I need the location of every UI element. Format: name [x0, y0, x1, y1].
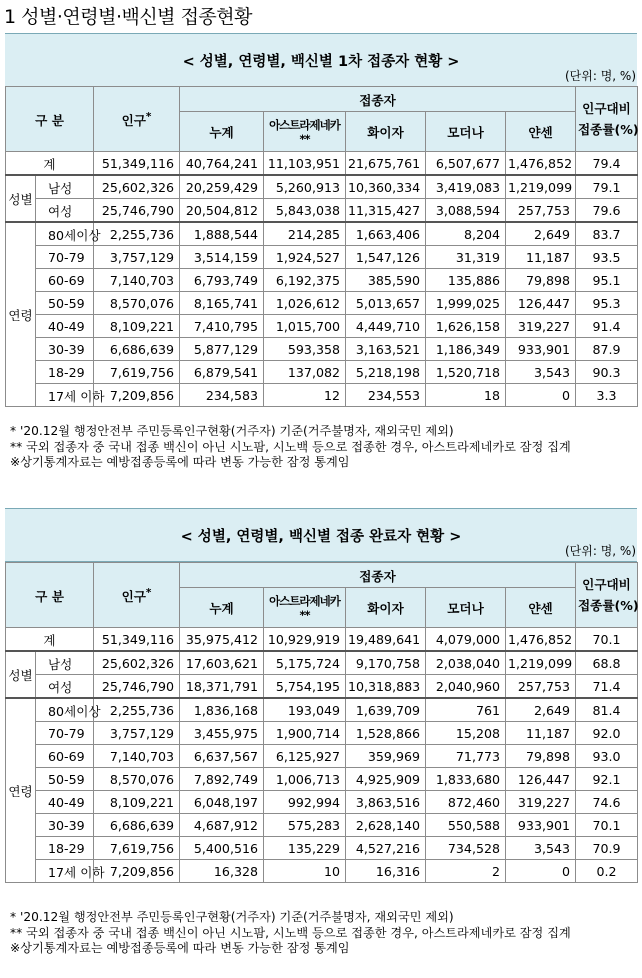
header-cumulative: 누계 — [180, 588, 264, 628]
pfizer-cell: 3,163,521 — [346, 338, 426, 361]
cumulative-cell: 5,400,516 — [180, 837, 264, 860]
rate-cell: 70.1 — [576, 814, 638, 837]
row-label-female: 여성 — [36, 675, 94, 699]
row-label-total: 계 — [6, 628, 94, 652]
astrazeneca-cell: 137,082 — [264, 361, 346, 384]
table-row — [6, 860, 638, 883]
janssen-cell: 2,649 — [506, 698, 576, 722]
row-label-a17: 17세 이하 — [36, 860, 94, 883]
cumulative-cell: 40,764,241 — [180, 152, 264, 176]
table-row — [6, 722, 638, 745]
janssen-cell: 11,187 — [506, 722, 576, 745]
cumulative-cell: 20,504,812 — [180, 199, 264, 223]
population-cell: 7,619,756 — [94, 361, 180, 384]
pfizer-cell: 19,489,641 — [346, 628, 426, 652]
header-category: 구 분 — [6, 563, 94, 628]
header-rate: 인구대비 접종률(%) — [576, 563, 638, 628]
rate-cell: 93.5 — [576, 246, 638, 269]
note-population: * '20.12월 행정안전부 주민등록인구현황(거주자) 기준(거주불명자, 재외국민 제외) — [10, 424, 454, 438]
rate-cell: 95.3 — [576, 292, 638, 315]
astrazeneca-cell: 10,929,919 — [264, 628, 346, 652]
pfizer-cell: 1,663,406 — [346, 222, 426, 246]
moderna-cell: 3,419,083 — [426, 175, 506, 199]
population-cell: 25,602,326 — [94, 651, 180, 675]
population-cell: 7,140,703 — [94, 269, 180, 292]
row-label-a60: 60-69 — [36, 269, 94, 292]
cumulative-cell: 8,165,741 — [180, 292, 264, 315]
row-label-a17: 17세 이하 — [36, 384, 94, 407]
row-label-a80: 80세이상 — [36, 698, 94, 722]
row-label-female: 여성 — [36, 199, 94, 223]
rate-cell: 0.2 — [576, 860, 638, 883]
astrazeneca-cell: 135,229 — [264, 837, 346, 860]
moderna-cell: 31,319 — [426, 246, 506, 269]
moderna-cell: 550,588 — [426, 814, 506, 837]
janssen-cell: 1,219,099 — [506, 175, 576, 199]
pfizer-cell: 4,449,710 — [346, 315, 426, 338]
pfizer-cell: 2,628,140 — [346, 814, 426, 837]
moderna-cell: 2 — [426, 860, 506, 883]
janssen-cell: 0 — [506, 860, 576, 883]
astrazeneca-cell: 5,175,724 — [264, 651, 346, 675]
header-cumulative: 누계 — [180, 112, 264, 152]
header-astrazeneca: 아스트라제네카 ** — [264, 588, 346, 628]
pfizer-cell: 9,170,758 — [346, 651, 426, 675]
population-cell: 8,109,221 — [94, 315, 180, 338]
pfizer-cell: 385,590 — [346, 269, 426, 292]
header-pfizer: 화이자 — [346, 112, 426, 152]
population-cell: 2,255,736 — [94, 222, 180, 246]
rate-cell: 79.4 — [576, 152, 638, 176]
cumulative-cell: 35,975,412 — [180, 628, 264, 652]
astrazeneca-cell: 1,026,612 — [264, 292, 346, 315]
pfizer-cell: 1,639,709 — [346, 698, 426, 722]
row-label-male: 남성 — [36, 175, 94, 199]
astrazeneca-cell: 593,358 — [264, 338, 346, 361]
row-label-male: 남성 — [36, 651, 94, 675]
note-overseas: ** 국외 접종자 중 국내 접종 백신이 아닌 시노팜, 시노백 등으로 접종한 경우, 아스트라제네카로 잠정 집계 — [10, 925, 571, 940]
pfizer-cell: 10,360,334 — [346, 175, 426, 199]
moderna-cell: 15,208 — [426, 722, 506, 745]
pfizer-cell: 10,318,883 — [346, 675, 426, 699]
rate-cell: 74.6 — [576, 791, 638, 814]
header-population: 인구* — [94, 87, 180, 152]
population-cell: 8,570,076 — [94, 292, 180, 315]
janssen-cell: 933,901 — [506, 338, 576, 361]
header-moderna: 모더나 — [426, 588, 506, 628]
note-overseas: ** 국외 접종자 중 국내 접종 백신이 아닌 시노팜, 시노백 등으로 접종한 경우, 아스트라제네카로 잠정 집계 — [10, 439, 571, 454]
row-label-a80: 80세이상 — [36, 222, 94, 246]
table-row — [6, 338, 638, 361]
astrazeneca-cell: 992,994 — [264, 791, 346, 814]
header-vaccinated: 접종자 — [180, 563, 576, 588]
first-dose-unit: (단위: 명, %) — [564, 69, 636, 83]
table-row — [6, 175, 638, 199]
pfizer-cell: 1,547,126 — [346, 246, 426, 269]
rate-cell: 87.9 — [576, 338, 638, 361]
janssen-cell: 0 — [506, 384, 576, 407]
table-row — [6, 628, 638, 652]
rate-cell: 95.1 — [576, 269, 638, 292]
cumulative-cell: 1,888,544 — [180, 222, 264, 246]
cumulative-cell: 6,048,197 — [180, 791, 264, 814]
janssen-cell: 2,649 — [506, 222, 576, 246]
group-label-age: 연령 — [6, 698, 36, 883]
moderna-cell: 2,040,960 — [426, 675, 506, 699]
moderna-cell: 2,038,040 — [426, 651, 506, 675]
table-row — [6, 837, 638, 860]
janssen-cell: 79,898 — [506, 269, 576, 292]
cumulative-cell: 3,455,975 — [180, 722, 264, 745]
row-label-a30: 30-39 — [36, 814, 94, 837]
population-cell: 25,746,790 — [94, 675, 180, 699]
astrazeneca-cell: 214,285 — [264, 222, 346, 246]
first-dose-notes — [10, 424, 635, 471]
row-label-a50: 50-59 — [36, 292, 94, 315]
table-row — [6, 768, 638, 791]
moderna-cell: 6,507,677 — [426, 152, 506, 176]
pfizer-cell: 16,316 — [346, 860, 426, 883]
rate-cell: 90.3 — [576, 361, 638, 384]
row-label-a70: 70-79 — [36, 246, 94, 269]
janssen-cell: 1,476,852 — [506, 152, 576, 176]
row-label-a50: 50-59 — [36, 768, 94, 791]
rate-cell: 91.4 — [576, 315, 638, 338]
rate-cell: 71.4 — [576, 675, 638, 699]
cumulative-cell: 17,603,621 — [180, 651, 264, 675]
row-label-a18: 18-29 — [36, 361, 94, 384]
pfizer-cell: 3,863,516 — [346, 791, 426, 814]
row-label-a40: 40-49 — [36, 315, 94, 338]
janssen-cell: 1,476,852 — [506, 628, 576, 652]
janssen-cell: 1,219,099 — [506, 651, 576, 675]
header-moderna: 모더나 — [426, 112, 506, 152]
astrazeneca-cell: 5,843,038 — [264, 199, 346, 223]
population-cell: 2,255,736 — [94, 698, 180, 722]
rate-cell: 70.1 — [576, 628, 638, 652]
rate-cell: 92.0 — [576, 722, 638, 745]
pfizer-cell: 21,675,761 — [346, 152, 426, 176]
note-provisional: ※상기통계자료는 예방접종등록에 따라 변동 가능한 잠정 통계임 — [10, 941, 350, 955]
moderna-cell: 8,204 — [426, 222, 506, 246]
header-category: 구 분 — [6, 87, 94, 152]
table-row — [6, 246, 638, 269]
pfizer-cell: 4,527,216 — [346, 837, 426, 860]
row-label-total: 계 — [6, 152, 94, 176]
rate-cell: 79.1 — [576, 175, 638, 199]
janssen-cell: 126,447 — [506, 768, 576, 791]
moderna-cell: 872,460 — [426, 791, 506, 814]
astrazeneca-cell: 1,015,700 — [264, 315, 346, 338]
janssen-cell: 933,901 — [506, 814, 576, 837]
rate-cell: 68.8 — [576, 651, 638, 675]
population-cell: 3,757,129 — [94, 246, 180, 269]
cumulative-cell: 234,583 — [180, 384, 264, 407]
moderna-cell: 18 — [426, 384, 506, 407]
population-cell: 7,209,856 — [94, 384, 180, 407]
table-row — [6, 152, 638, 176]
group-label-age: 연령 — [6, 222, 36, 407]
astrazeneca-cell: 5,260,913 — [264, 175, 346, 199]
complete-dose-title: < 성별, 연령별, 백신별 접종 완료자 현황 > — [5, 508, 637, 562]
population-cell: 8,109,221 — [94, 791, 180, 814]
header-astrazeneca: 아스트라제네카 ** — [264, 112, 346, 152]
moderna-cell: 1,186,349 — [426, 338, 506, 361]
janssen-cell: 257,753 — [506, 199, 576, 223]
rate-cell: 70.9 — [576, 837, 638, 860]
rate-cell: 92.1 — [576, 768, 638, 791]
population-cell: 7,619,756 — [94, 837, 180, 860]
cumulative-cell: 18,371,791 — [180, 675, 264, 699]
astrazeneca-cell: 5,754,195 — [264, 675, 346, 699]
table-row — [6, 791, 638, 814]
moderna-cell: 135,886 — [426, 269, 506, 292]
table-row — [6, 199, 638, 223]
moderna-cell: 1,626,158 — [426, 315, 506, 338]
moderna-cell: 71,773 — [426, 745, 506, 768]
population-cell: 3,757,129 — [94, 722, 180, 745]
header-pfizer: 화이자 — [346, 588, 426, 628]
janssen-cell: 79,898 — [506, 745, 576, 768]
header-vaccinated: 접종자 — [180, 87, 576, 112]
note-provisional: ※상기통계자료는 예방접종등록에 따라 변동 가능한 잠정 통계임 — [10, 455, 350, 469]
cumulative-cell: 4,687,912 — [180, 814, 264, 837]
pfizer-cell: 4,925,909 — [346, 768, 426, 791]
cumulative-cell: 6,637,567 — [180, 745, 264, 768]
population-cell: 7,209,856 — [94, 860, 180, 883]
population-cell: 6,686,639 — [94, 338, 180, 361]
population-cell: 25,746,790 — [94, 199, 180, 223]
moderna-cell: 1,833,680 — [426, 768, 506, 791]
first-dose-title: < 성별, 연령별, 백신별 1차 접종자 현황 > — [5, 33, 637, 87]
astrazeneca-cell: 12 — [264, 384, 346, 407]
astrazeneca-cell: 575,283 — [264, 814, 346, 837]
table-row — [6, 315, 638, 338]
cumulative-cell: 7,892,749 — [180, 768, 264, 791]
moderna-cell: 734,528 — [426, 837, 506, 860]
row-label-a70: 70-79 — [36, 722, 94, 745]
astrazeneca-cell: 1,006,713 — [264, 768, 346, 791]
table-row — [6, 361, 638, 384]
moderna-cell: 761 — [426, 698, 506, 722]
moderna-cell: 3,088,594 — [426, 199, 506, 223]
astrazeneca-cell: 6,192,375 — [264, 269, 346, 292]
row-label-a18: 18-29 — [36, 837, 94, 860]
population-cell: 8,570,076 — [94, 768, 180, 791]
pfizer-cell: 11,315,427 — [346, 199, 426, 223]
table-row — [6, 745, 638, 768]
janssen-cell: 126,447 — [506, 292, 576, 315]
population-cell: 51,349,116 — [94, 152, 180, 176]
moderna-cell: 1,999,025 — [426, 292, 506, 315]
table-row — [6, 384, 638, 407]
population-cell: 6,686,639 — [94, 814, 180, 837]
population-cell: 7,140,703 — [94, 745, 180, 768]
page-heading: 1 성별·연령별·백신별 접종현황 — [4, 6, 252, 28]
cumulative-cell: 16,328 — [180, 860, 264, 883]
complete-dose-unit: (단위: 명, %) — [564, 544, 636, 558]
astrazeneca-cell: 6,125,927 — [264, 745, 346, 768]
cumulative-cell: 6,879,541 — [180, 361, 264, 384]
table-row — [6, 698, 638, 722]
header-janssen: 얀센 — [506, 112, 576, 152]
janssen-cell: 319,227 — [506, 315, 576, 338]
first-dose-table — [5, 86, 638, 407]
header-rate: 인구대비 접종률(%) — [576, 87, 638, 152]
astrazeneca-cell: 1,900,714 — [264, 722, 346, 745]
table-row — [6, 675, 638, 699]
header-population: 인구* — [94, 563, 180, 628]
row-label-a30: 30-39 — [36, 338, 94, 361]
moderna-cell: 4,079,000 — [426, 628, 506, 652]
janssen-cell: 3,543 — [506, 837, 576, 860]
janssen-cell: 11,187 — [506, 246, 576, 269]
table-row — [6, 222, 638, 246]
astrazeneca-cell: 1,924,527 — [264, 246, 346, 269]
pfizer-cell: 234,553 — [346, 384, 426, 407]
cumulative-cell: 6,793,749 — [180, 269, 264, 292]
table-row — [6, 292, 638, 315]
janssen-cell: 257,753 — [506, 675, 576, 699]
cumulative-cell: 7,410,795 — [180, 315, 264, 338]
astrazeneca-cell: 10 — [264, 860, 346, 883]
pfizer-cell: 359,969 — [346, 745, 426, 768]
astrazeneca-cell: 11,103,951 — [264, 152, 346, 176]
rate-cell: 83.7 — [576, 222, 638, 246]
population-cell: 25,602,326 — [94, 175, 180, 199]
table-row — [6, 814, 638, 837]
cumulative-cell: 1,836,168 — [180, 698, 264, 722]
table-row — [6, 651, 638, 675]
complete-dose-notes — [10, 910, 635, 957]
janssen-cell: 3,543 — [506, 361, 576, 384]
population-cell: 51,349,116 — [94, 628, 180, 652]
rate-cell: 79.6 — [576, 199, 638, 223]
cumulative-cell: 3,514,159 — [180, 246, 264, 269]
group-label-sex: 성별 — [6, 175, 36, 222]
rate-cell: 93.0 — [576, 745, 638, 768]
pfizer-cell: 1,528,866 — [346, 722, 426, 745]
row-label-a60: 60-69 — [36, 745, 94, 768]
complete-dose-table — [5, 562, 638, 883]
rate-cell: 3.3 — [576, 384, 638, 407]
row-label-a40: 40-49 — [36, 791, 94, 814]
pfizer-cell: 5,218,198 — [346, 361, 426, 384]
header-janssen: 얀센 — [506, 588, 576, 628]
rate-cell: 81.4 — [576, 698, 638, 722]
moderna-cell: 1,520,718 — [426, 361, 506, 384]
table-row — [6, 269, 638, 292]
janssen-cell: 319,227 — [506, 791, 576, 814]
cumulative-cell: 5,877,129 — [180, 338, 264, 361]
astrazeneca-cell: 193,049 — [264, 698, 346, 722]
cumulative-cell: 20,259,429 — [180, 175, 264, 199]
group-label-sex: 성별 — [6, 651, 36, 698]
note-population: * '20.12월 행정안전부 주민등록인구현황(거주자) 기준(거주불명자, 재외국민 제외) — [10, 910, 454, 924]
pfizer-cell: 5,013,657 — [346, 292, 426, 315]
